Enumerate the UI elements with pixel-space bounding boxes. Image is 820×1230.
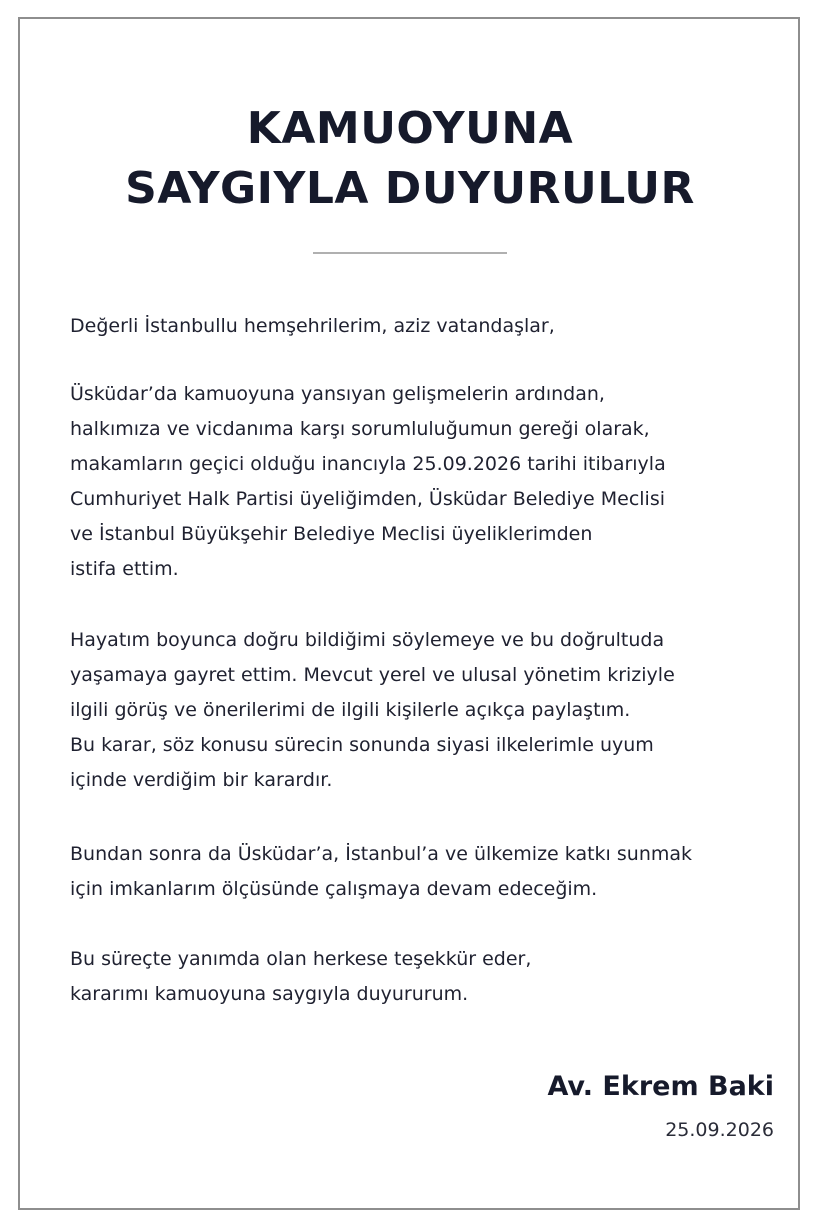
paragraph-line: içinde verdiğim bir karardır. bbox=[70, 769, 333, 791]
closing-paragraph bbox=[70, 942, 770, 1012]
commitment-paragraph bbox=[70, 837, 770, 907]
paragraph-line: Bu süreçte yanımda olan herkese teşekkür eder, bbox=[70, 948, 532, 970]
paragraph-line: Bundan sonra da Üsküdar’a, İstanbul’a ve ülkemize katkı sunmak bbox=[70, 843, 693, 865]
paragraph-line: kararımı kamuoyuna saygıyla duyururum. bbox=[70, 983, 469, 1005]
paragraph-line: Üsküdar’da kamuoyuna yansıyan gelişmelerin ardından, bbox=[70, 383, 605, 405]
salutation-paragraph bbox=[70, 309, 770, 344]
resignation-paragraph bbox=[70, 377, 770, 587]
paragraph-line: ilgili görüş ve önerilerimi de ilgili kişilerle açıkça paylaştım. bbox=[70, 699, 631, 721]
paragraph-line: Bu karar, söz konusu sürecin sonunda siyasi ilkelerimle uyum bbox=[70, 734, 654, 756]
paragraph-line: Değerli İstanbullu hemşehrilerim, aziz vatandaşlar, bbox=[70, 315, 555, 337]
paragraph-line: istifa ettim. bbox=[70, 558, 179, 580]
paragraph-line: halkımıza ve vicdanıma karşı sorumluluğumun gereği olarak, bbox=[70, 418, 650, 440]
paragraph-line: Hayatım boyunca doğru bildiğimi söylemeye ve bu doğrultuda bbox=[70, 629, 665, 651]
paragraph-line: makamların geçici olduğu inancıyla 25.09.2026 tarihi itibarıyla bbox=[70, 453, 666, 475]
title-divider bbox=[313, 252, 507, 254]
paragraph-line: ve İstanbul Büyükşehir Belediye Meclisi üyeliklerimden bbox=[70, 523, 593, 545]
announcement-title-line-1: KAMUOYUNA bbox=[246, 103, 574, 154]
signature-date: 25.09.2026 bbox=[665, 1119, 774, 1141]
paragraph-line: yaşamaya gayret ettim. Mevcut yerel ve ulusal yönetim kriziyle bbox=[70, 664, 675, 686]
paragraph-line: Cumhuriyet Halk Partisi üyeliğimden, Üsküdar Belediye Meclisi bbox=[70, 488, 666, 510]
paragraph-line: için imkanlarım ölçüsünde çalışmaya devam edeceğim. bbox=[70, 878, 598, 900]
announcement-title-line-2: SAYGIYLA DUYURULUR bbox=[125, 163, 695, 214]
principles-paragraph bbox=[70, 623, 770, 798]
signature-name: Av. Ekrem Baki bbox=[547, 1071, 774, 1102]
